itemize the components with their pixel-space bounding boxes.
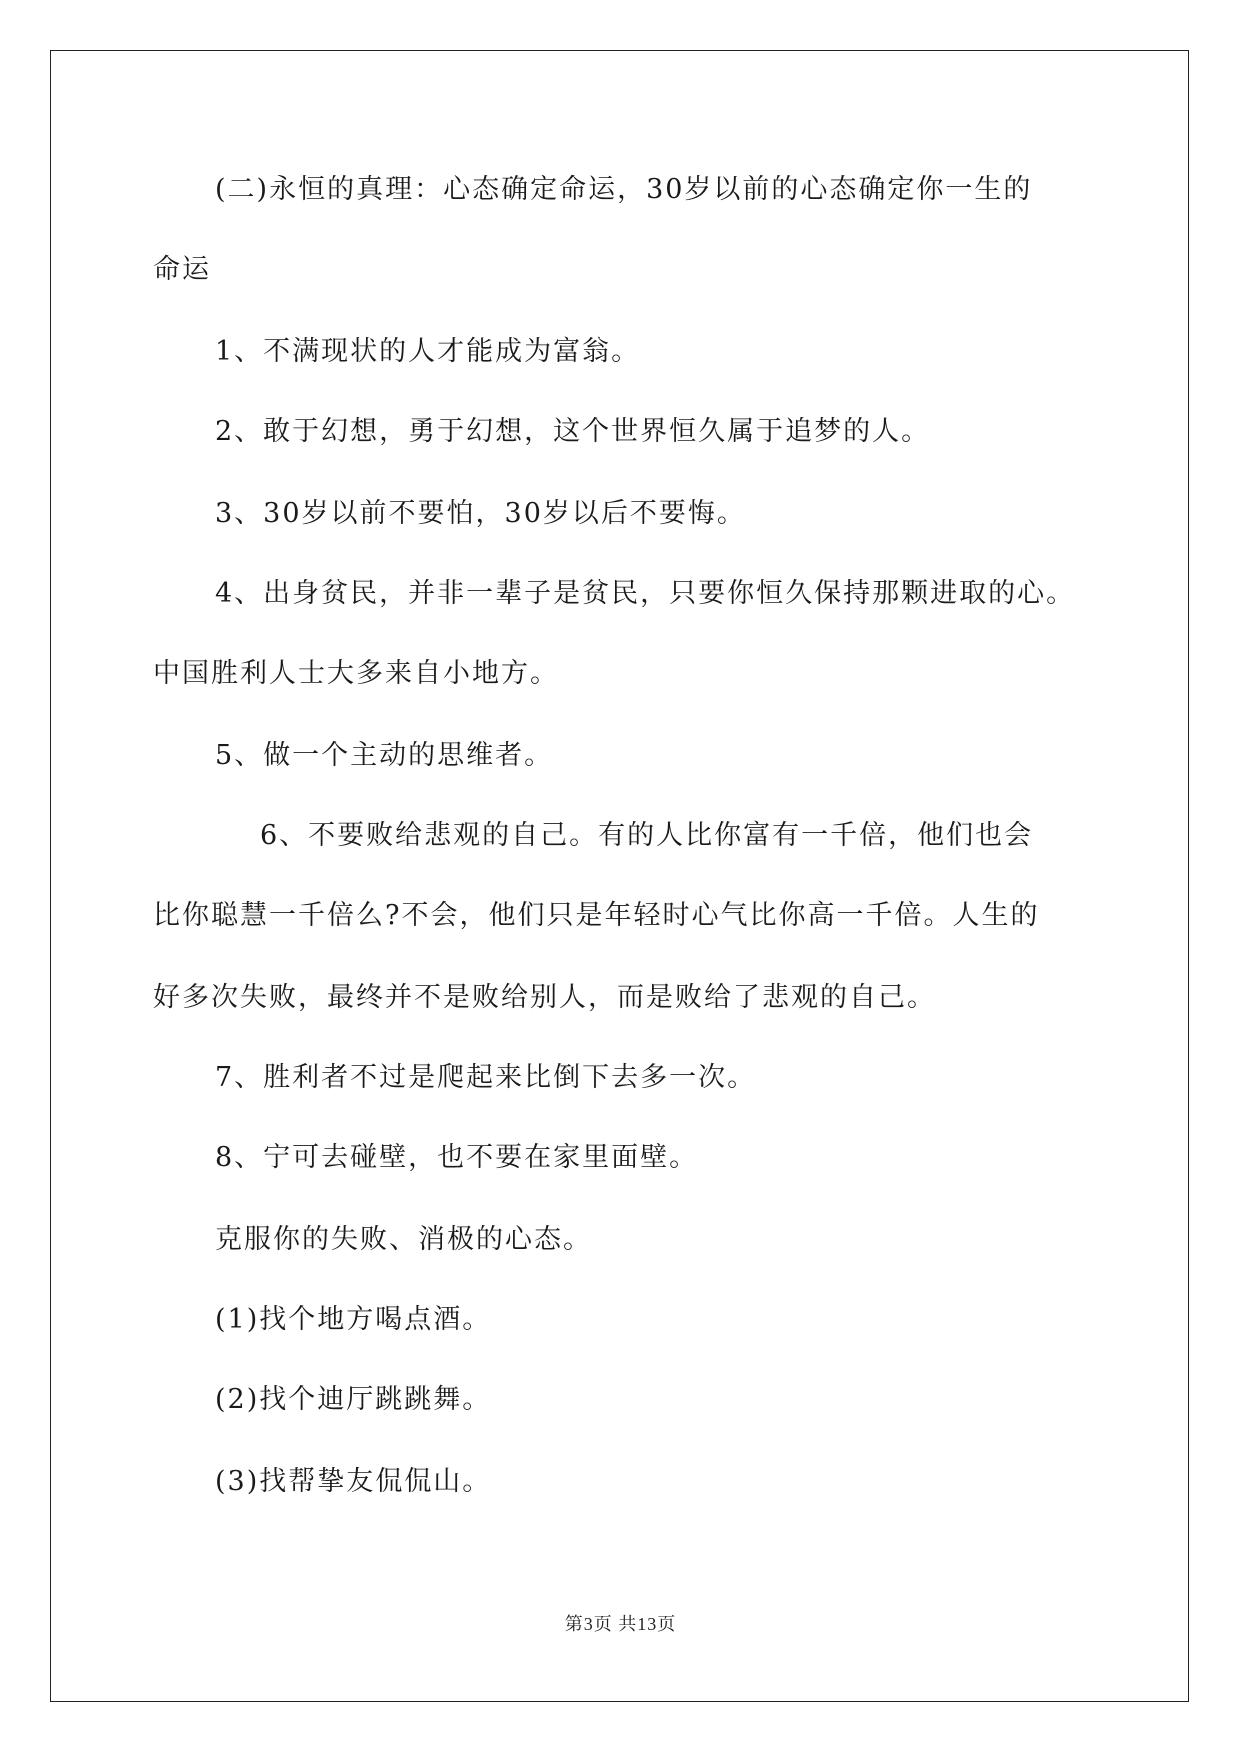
paragraph-line: 命运 — [153, 254, 211, 285]
paragraph-line: (二)永恒的真理：心态确定命运，30岁以前的心态确定你一生的 — [215, 174, 1033, 205]
page-footer: 第3页 共13页 — [564, 1614, 677, 1634]
paragraph-line: (2)找个迪厅跳跳舞。 — [215, 1384, 492, 1415]
paragraph-line: 5、做一个主动的思维者。 — [215, 740, 554, 771]
paragraph-line: 2、敢于幻想，勇于幻想，这个世界恒久属于追梦的人。 — [215, 416, 931, 447]
paragraph-line: 4、出身贫民，并非一辈子是贫民，只要你恒久保持那颗进取的心。 — [215, 578, 1076, 609]
page-border — [50, 50, 1189, 1702]
paragraph-line: 好多次失败，最终并不是败给别人，而是败给了悲观的自己。 — [153, 982, 936, 1013]
paragraph-line: (1)找个地方喝点酒。 — [215, 1304, 492, 1335]
paragraph-line: 克服你的失败、消极的心态。 — [215, 1224, 592, 1255]
paragraph-line: 1、不满现状的人才能成为富翁。 — [215, 336, 641, 367]
paragraph-line: 比你聪慧一千倍么?不会，他们只是年轻时心气比你高一千倍。人生的 — [153, 900, 1040, 931]
paragraph-line: 8、宁可去碰壁，也不要在家里面壁。 — [215, 1142, 699, 1173]
paragraph-line: 7、胜利者不过是爬起来比倒下去多一次。 — [215, 1062, 757, 1093]
paragraph-line: 中国胜利人士大多来自小地方。 — [153, 658, 559, 689]
paragraph-line: 6、不要败给悲观的自己。有的人比你富有一千倍，他们也会 — [260, 820, 1034, 851]
paragraph-line: 3、30岁以前不要怕，30岁以后不要悔。 — [215, 498, 746, 529]
paragraph-line: (3)找帮挚友侃侃山。 — [215, 1466, 492, 1497]
